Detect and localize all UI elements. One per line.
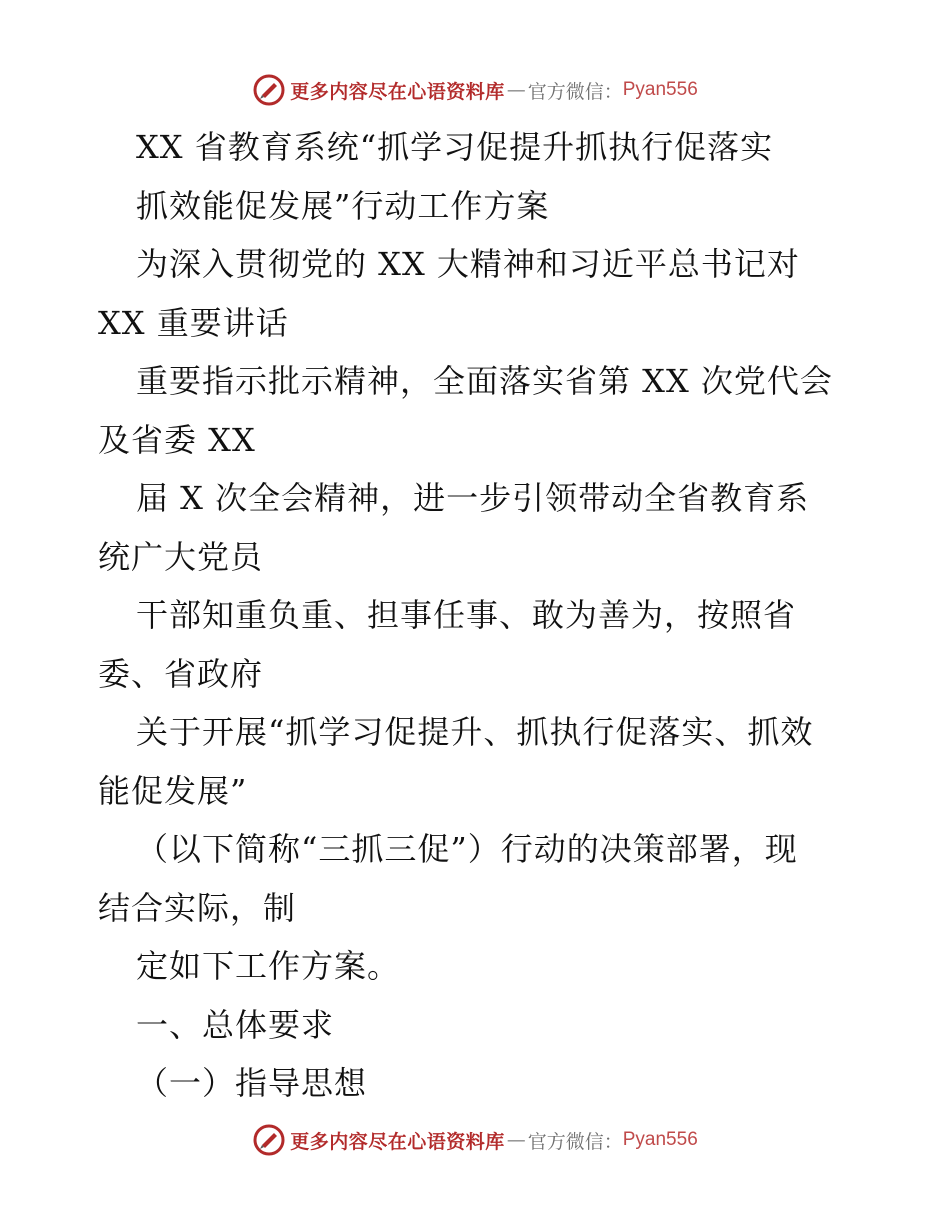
- document-body: [98, 118, 868, 1113]
- text-line: 能促发展”: [98, 771, 248, 810]
- section-heading: 一、总体要求: [136, 1005, 335, 1044]
- text-line: 为深入贯彻党的 XX 大精神和习近平总书记对: [136, 245, 800, 283]
- text-line: XX 重要讲话: [98, 303, 289, 342]
- text-line: 委、省政府: [98, 654, 264, 693]
- text-line: （以下简称“三抓三促”）行动的决策部署，现: [136, 830, 798, 868]
- header-watermark: [0, 70, 950, 110]
- footer-watermark: [0, 1120, 950, 1160]
- text-line: 定如下工作方案。: [136, 947, 401, 985]
- watermark-label: 官方微信：: [527, 80, 623, 103]
- brand-logo-icon: [252, 1123, 286, 1157]
- text-line: 抓效能促发展”行动工作方案: [136, 186, 550, 225]
- subsection-heading: （一）指导思想: [136, 1064, 368, 1102]
- brand-logo-icon: [252, 73, 286, 107]
- watermark-dash: —: [506, 1129, 526, 1151]
- watermark-id: Pyan556: [622, 1129, 698, 1150]
- text-line: 届 X 次全会精神，进一步引领带动全省教育系: [136, 479, 810, 517]
- text-line: 统广大党员: [98, 537, 264, 576]
- text-line: 及省委 XX: [98, 420, 256, 459]
- text-line: 结合实际，制: [98, 888, 297, 927]
- text-line: 关于开展“抓学习促提升、抓执行促落实、抓效: [136, 713, 814, 751]
- watermark-id: Pyan556: [622, 79, 698, 100]
- watermark-dash: —: [506, 79, 526, 101]
- watermark-brand: 更多内容尽在心语资料库: [290, 80, 505, 103]
- text-line: 干部知重负重、担事任事、敢为善为，按照省: [136, 596, 797, 634]
- text-line: 重要指示批示精神，全面落实省第 XX 次党代会: [136, 362, 833, 400]
- text-line: XX 省教育系统“抓学习促提升抓执行促落实: [136, 128, 774, 166]
- watermark-label: 官方微信：: [527, 1130, 623, 1153]
- watermark-brand: 更多内容尽在心语资料库: [290, 1130, 505, 1153]
